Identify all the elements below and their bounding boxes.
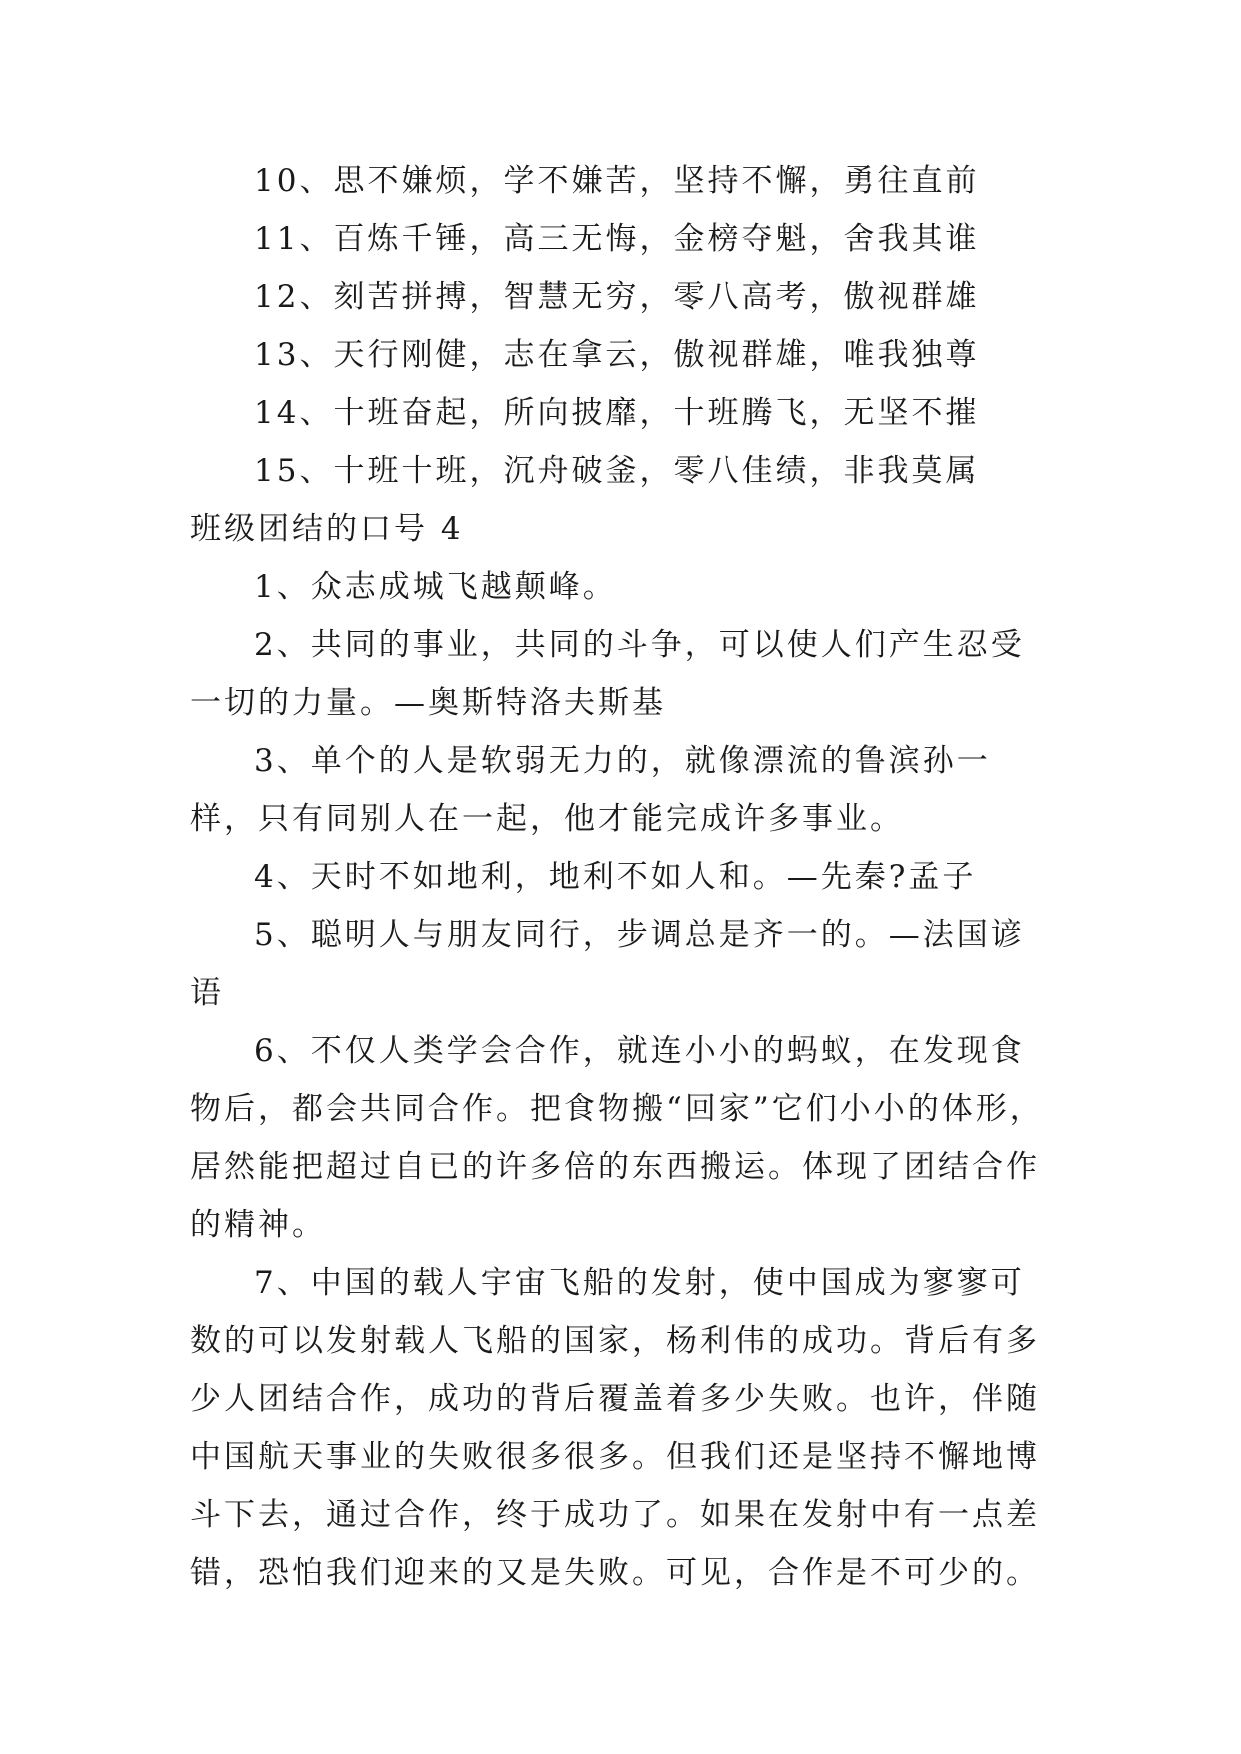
quote-3: 3、单个的人是软弱无力的，就像漂流的鲁滨孙一样，只有同别人在一起，他才能完成许多事业。 [190, 743, 991, 837]
quote-7: 7、中国的载人宇宙飞船的发射，使中国成为寥寥可数的可以发射载人飞船的国家，杨利伟的成功。背后有多少人团结合作，成功的背后覆盖着多少失败。也许，伴随中国航天事业的失败很多很多。但我们还是坚持不懈地博斗下去，通过合作，终于成功了。如果在发射中有一点差错，恐怕我们迎来的又是失败。可见，合作是不可少的。 [190, 1265, 1040, 1591]
slogan-14: 14、十班奋起，所向披靡，十班腾飞，无坚不摧 [254, 395, 980, 431]
quote-4: 4、天时不如地利，地利不如人和。—先秦?孟子 [254, 859, 977, 895]
quote-2: 2、共同的事业，共同的斗争，可以使人们产生忍受一切的力量。—奥斯特洛夫斯基 [190, 627, 1025, 721]
document-page [190, 152, 1050, 1602]
section-heading: 班级团结的口号 4 [190, 511, 464, 547]
quote-6: 6、不仅人类学会合作，就连小小的蚂蚁，在发现食物后，都会共同合作。把食物搬“回家”它们小小的体形，居然能把超过自已的许多倍的东西搬运。体现了团结合作的精神。 [190, 1033, 1044, 1243]
slogan-13: 13、天行刚健，志在拿云，傲视群雄，唯我独尊 [254, 337, 980, 373]
slogan-12: 12、刻苦拼搏，智慧无穷，零八高考，傲视群雄 [254, 279, 980, 315]
quote-5: 5、聪明人与朋友同行，步调总是齐一的。—法国谚语 [190, 917, 1025, 1011]
slogan-15: 15、十班十班，沉舟破釜，零八佳绩，非我莫属 [254, 453, 980, 489]
slogan-11: 11、百炼千锤，高三无悔，金榜夺魁，舍我其谁 [254, 221, 980, 257]
slogan-10: 10、思不嫌烦，学不嫌苦，坚持不懈，勇往直前 [254, 163, 980, 199]
quote-1: 1、众志成城飞越颠峰。 [254, 569, 617, 605]
